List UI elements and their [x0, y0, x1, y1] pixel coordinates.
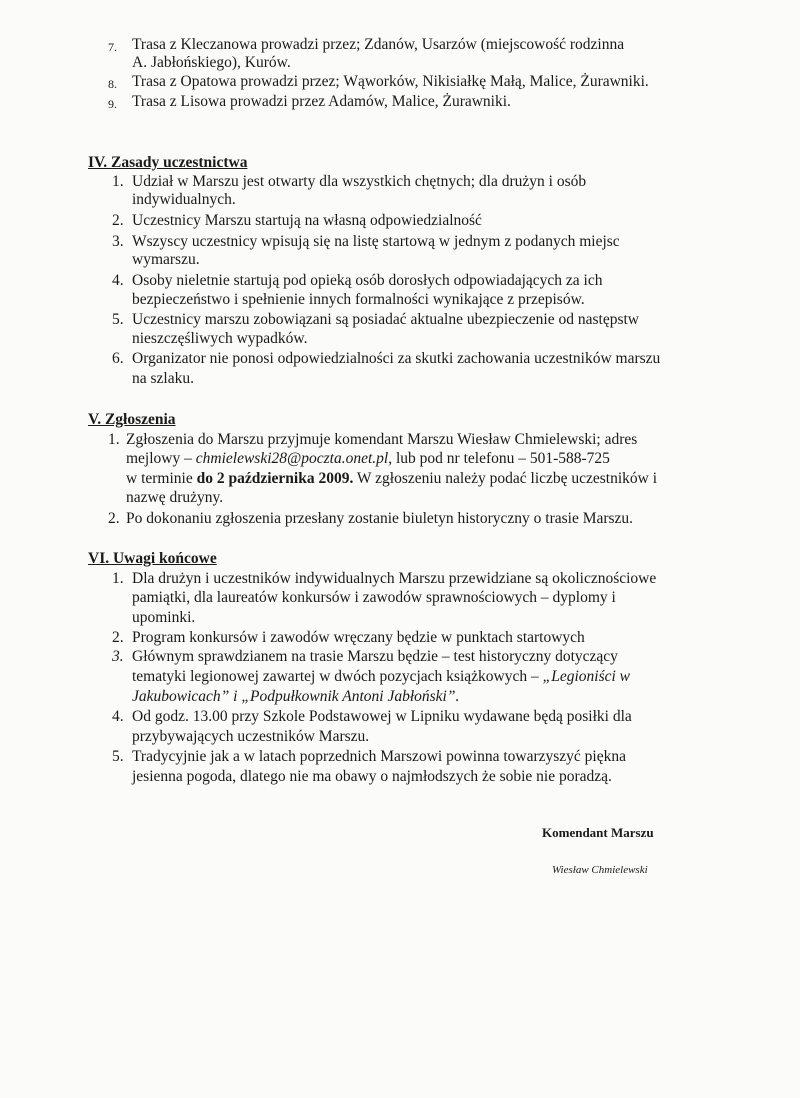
item-text: Dla drużyn i uczestników indywidualnych Marszu przewidziane są okolicznościowe	[132, 570, 657, 587]
item-number: 5.	[112, 311, 124, 328]
route-number: 8.	[108, 77, 117, 91]
item-number: 4.	[112, 708, 124, 725]
deadline-suffix: W zgłoszeniu należy podać liczbę uczestników i	[353, 470, 658, 487]
book-title-2: „Podpułkownik Antoni Jabłoński”	[241, 688, 456, 705]
item-number: 2.	[112, 629, 124, 646]
book-title-1: „Legioniści w	[542, 668, 631, 685]
item-text: Uczestnicy Marszu startują na własną odpowiedzialność	[132, 212, 482, 229]
route-text: Trasa z Opatowa prowadzi przez; Wąworków, Nikisiałkę Małą, Malice, Żurawniki.	[132, 73, 649, 90]
sentence-end: .	[455, 688, 460, 705]
route-text-cont: A. Jabłońskiego), Kurów.	[132, 54, 291, 71]
route-text: Trasa z Kleczanowa prowadzi przez; Zdanów, Usarzów (miejscowość rodzinna	[132, 36, 625, 53]
item-text-cont: na szlaku.	[132, 370, 194, 387]
books-intro: tematyki legionowej zawartej w dwóch pozycjach książkowych –	[132, 668, 543, 685]
item-text: Głównym sprawdzianem na trasie Marszu będzie – test historyczny dotyczący	[132, 648, 618, 665]
section-heading-vi: VI. Uwagi końcowe	[88, 550, 217, 567]
book-title-1-cont: Jakubowicach”	[132, 688, 230, 705]
section-heading-iv: IV. Zasady uczestnictwa	[88, 154, 248, 171]
route-number: 9.	[108, 97, 117, 111]
item-number: 1.	[112, 570, 124, 587]
item-text-cont	[126, 470, 657, 489]
item-text-cont: jesienna pogoda, dlatego nie ma obawy o najmłodszych że sobie nie poradzą.	[132, 768, 612, 785]
item-text: Po dokonaniu zgłoszenia przesłany zostanie biuletyn historyczny o trasie Marszu.	[126, 510, 634, 527]
email-address: chmielewski28@poczta.onet.pl	[195, 450, 389, 467]
item-number: 2.	[108, 510, 120, 527]
item-number: 6.	[112, 350, 124, 367]
item-number: 3.	[112, 648, 124, 665]
deadline-prefix: w terminie	[126, 470, 197, 487]
item-text: Zgłoszenia do Marszu przyjmuje komendant Marszu Wiesław Chmielewski; adres	[126, 431, 638, 448]
phone-text: , lub pod nr telefonu – 501-588-725	[388, 450, 610, 467]
item-text-cont: przybywających uczestników Marszu.	[132, 728, 370, 745]
item-text-cont	[132, 688, 459, 707]
item-text: Program konkursów i zawodów wręczany będzie w punktach startowych	[132, 629, 585, 646]
item-text: Od godz. 13.00 przy Szkole Podstawowej w Lipniku wydawane będą posiłki dla	[132, 708, 632, 725]
item-number: 1.	[112, 173, 124, 190]
email-prefix: mejlowy –	[126, 450, 196, 467]
item-text-cont: bezpieczeństwo i spełnienie innych formalności wynikające z przepisów.	[132, 291, 585, 308]
item-text: Uczestnicy marszu zobowiązani są posiadać aktualne ubezpieczenie od następstw	[132, 311, 639, 328]
item-number: 5.	[112, 748, 124, 765]
item-text-cont: indywidualnych.	[132, 191, 236, 208]
item-number: 3.	[112, 233, 124, 250]
route-number: 7.	[108, 40, 117, 54]
item-text: Wszyscy uczestnicy wpisują się na listę startową w jednym z podanych miejsc	[132, 233, 620, 250]
item-text-cont: nieszczęśliwych wypadków.	[132, 330, 308, 347]
item-text-cont: wymarszu.	[132, 251, 200, 268]
item-number: 1.	[108, 431, 120, 448]
item-text: Organizator nie ponosi odpowiedzialności za skutki zachowania uczestników marszu	[132, 350, 661, 367]
signature-title: Komendant Marszu	[542, 825, 654, 840]
route-text: Trasa z Lisowa prowadzi przez Adamów, Malice, Żurawniki.	[132, 93, 511, 110]
item-number: 4.	[112, 272, 124, 289]
item-text-cont: pamiątki, dla laureatów konkursów i zawodów sprawnościowych – dyplomy i	[132, 589, 616, 606]
item-text-cont	[126, 450, 610, 469]
deadline-date: do 2 października 2009.	[196, 470, 354, 487]
item-text: Osoby nieletnie startują pod opieką osób dorosłych odpowiadających za ich	[132, 272, 603, 289]
item-text-cont	[132, 668, 630, 687]
signature-name: Wiesław Chmielewski	[552, 864, 648, 876]
item-text-cont: nazwę drużyny.	[126, 489, 224, 506]
item-text-cont: upominki.	[132, 609, 196, 626]
item-text: Tradycyjnie jak a w latach poprzednich Marszowi powinna towarzyszyć piękna	[132, 748, 626, 765]
section-heading-v: V. Zgłoszenia	[88, 411, 176, 428]
item-text: Udział w Marszu jest otwarty dla wszystkich chętnych; dla drużyn i osób	[132, 173, 587, 190]
conjunction: i	[229, 688, 242, 705]
item-number: 2.	[112, 212, 124, 229]
